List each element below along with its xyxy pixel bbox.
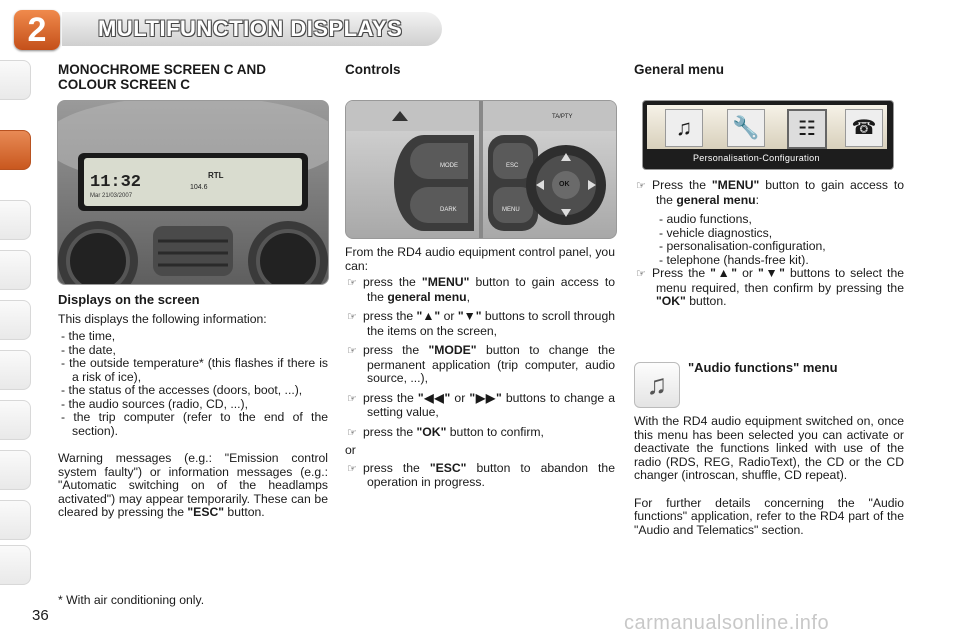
chapter-tab[interactable] (0, 60, 31, 100)
audio-functions-heading: "Audio functions" menu (688, 360, 838, 375)
list-item: - vehicle diagnostics, (659, 225, 773, 240)
column-general-menu-text (634, 179, 904, 313)
pointing-hand-icon: ☞ (347, 462, 357, 475)
or-text: or (345, 443, 356, 457)
list-item: ☞ press the "OK" button to confirm, (347, 424, 544, 439)
control-panel-illustration (346, 101, 616, 238)
controls-list (345, 276, 615, 440)
wrench-icon: 🔧 (727, 109, 765, 147)
column-screen (58, 62, 328, 92)
telephone-icon: ☎ (845, 109, 883, 147)
esc-button[interactable]: ESC (506, 163, 519, 169)
watermark: carmanualsonline.info (624, 612, 830, 634)
ta-pty-button[interactable]: TA/PTY (552, 114, 573, 120)
menu-screen-caption: Personalisation-Configuration (693, 153, 820, 163)
list-item: - the outside temperature* (this flashes if there is a risk of ice), (61, 356, 328, 384)
ok-button[interactable]: OK (559, 181, 570, 188)
list-item: ☞ press the "◀◀" or "▶▶" buttons to change a setting value, (347, 390, 615, 419)
dashboard-screen-photo (57, 100, 329, 285)
music-note-icon: ♫ (665, 109, 703, 147)
dark-button[interactable]: DARK (440, 207, 457, 213)
screen-frequency: 104.6 (190, 184, 208, 191)
section-heading-general-menu: General menu (634, 62, 725, 77)
chapter-tab[interactable] (0, 300, 31, 340)
audio-functions-paragraph: With the RD4 audio equipment switched on, once this menu has been selected you can activate or deactivate the functions linked with use of the radio (RDS, REG, RadioText), the CD or the CD changer (introscan, shuffle, CD repeat). (634, 414, 904, 482)
pointing-hand-icon: ☞ (636, 268, 646, 280)
list-item: - the status of the accesses (doors, boot, ...), (61, 383, 303, 397)
warning-paragraph: Warning messages (e.g.: "Emission control system faulty") or information messages (e.g.: "Automatic switching on of the headlamps activated") may appear temporarily. These can be cleared by pressing the "ESC" button. (58, 451, 328, 519)
column-screen-text (58, 293, 328, 520)
audio-functions-text (634, 415, 904, 537)
screen-clock: 11:32 (90, 173, 142, 192)
chapter-tab[interactable] (0, 450, 31, 490)
chapter-number-badge: 2 (14, 10, 60, 50)
list-item: - telephone (hands-free kit). (659, 252, 809, 267)
pointing-hand-icon: ☞ (347, 426, 357, 439)
screen-date: Mar 21/03/2007 (90, 193, 133, 199)
list-item: - the trip computer (refer to the end of the section). (61, 410, 328, 438)
chapter-tab[interactable] (0, 200, 31, 240)
list-item: - audio functions, (659, 212, 752, 226)
list-item: - the time, (61, 329, 116, 343)
general-menu-list (634, 179, 904, 207)
section-heading-controls: Controls (345, 62, 401, 77)
list-item: ☞ Press the "MENU" button to gain access to the general menu: (636, 178, 904, 207)
pointing-hand-icon: ☞ (347, 277, 357, 289)
pointing-hand-icon: ☞ (347, 392, 357, 405)
page-number: 36 (32, 607, 49, 624)
audio-functions-reference: For further details concerning the "Audio functions" application, refer to the RD4 part of the "Audio and Telematics" section. (634, 495, 904, 537)
list-item: ☞ press the "▲" or "▼" buttons to scroll through the items on the screen, (347, 309, 616, 338)
settings-sliders-icon: ☷ (787, 109, 827, 149)
list-item: ☞ press the "MODE" button to change the permanent application (trip computer, audio source, ...), (347, 343, 615, 385)
column-controls-text (345, 246, 615, 494)
list-item: ☞ press the "MENU" button to gain access to the general menu, (347, 275, 615, 304)
screen-station: RTL (208, 171, 224, 180)
chapter-tab-active[interactable] (0, 130, 31, 170)
displays-list (58, 330, 328, 438)
page-title: MULTIFUNCTION DISPLAYS (98, 16, 403, 41)
page-header (0, 0, 960, 58)
list-item: ☞ press the "ESC" button to abandon the operation in progress. (347, 460, 615, 489)
sub-heading-displays: Displays on the screen (58, 292, 200, 307)
list-item: - personalisation-configuration, (659, 239, 826, 253)
chapter-tab[interactable] (0, 545, 31, 585)
chapter-tabs (0, 60, 34, 580)
general-menu-list-2 (634, 267, 904, 309)
controls-list-esc (345, 462, 615, 490)
audio-functions-icon-frame (634, 362, 680, 408)
pointing-hand-icon: ☞ (347, 311, 357, 323)
music-note-icon: ♫ (646, 369, 668, 400)
menu-items-list (656, 213, 904, 267)
chapter-tab[interactable] (0, 350, 31, 390)
column-general-menu-heading (634, 62, 904, 77)
chapter-tab[interactable] (0, 500, 31, 540)
controls-intro: From the RD4 audio equipment control panel, you can: (345, 245, 615, 273)
footnote: * With air conditioning only. (58, 593, 205, 607)
column-controls-heading (345, 62, 615, 77)
control-panel-photo (345, 100, 617, 239)
chapter-tab[interactable] (0, 400, 31, 440)
pointing-hand-icon: ☞ (636, 180, 646, 192)
mode-button[interactable]: MODE (440, 163, 458, 169)
general-menu-screen (642, 100, 894, 170)
chapter-tab[interactable] (0, 250, 31, 290)
section-heading-screen: MONOCHROME SCREEN C AND COLOUR SCREEN C (58, 62, 267, 92)
displays-intro: This displays the following information: (58, 311, 267, 326)
list-item: ☞ Press the "▲" or "▼" buttons to select the menu required, then confirm by pressing the "OK" button. (636, 266, 905, 308)
list-item: - the audio sources (radio, CD, ...), (61, 396, 248, 411)
menu-button[interactable]: MENU (502, 207, 520, 213)
menu-icons-strip (647, 105, 887, 149)
pointing-hand-icon: ☞ (347, 345, 357, 357)
list-item: - the date, (61, 342, 116, 357)
